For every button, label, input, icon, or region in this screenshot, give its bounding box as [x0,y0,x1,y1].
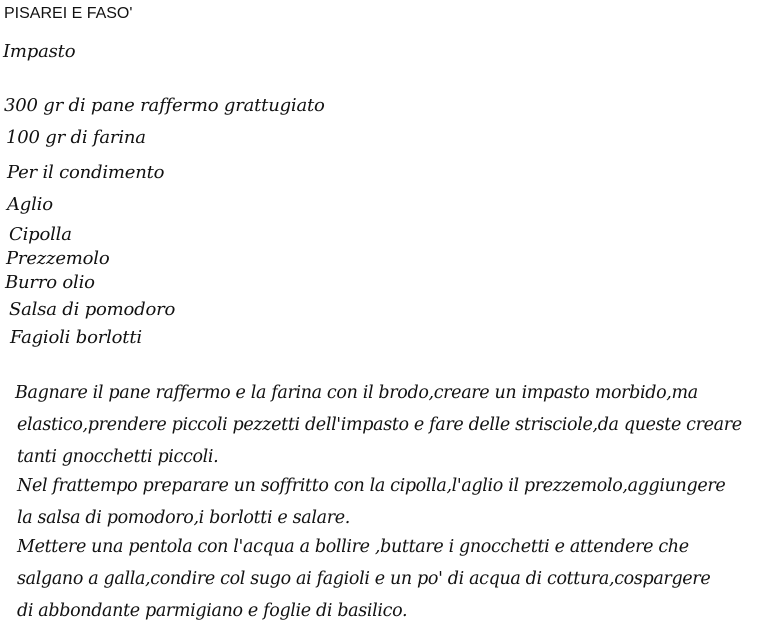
procedure-line-4: Nel frattempo preparare un soffritto con la cipolla,l'aglio il prezzemolo,aggiungere [17,476,726,496]
procedure-line-2: elastico,prendere piccoli pezzetti dell'impasto e fare delle strisciole,da queste creare [17,415,742,435]
condimento-item-4: Burro olio [5,272,95,293]
procedure-line-5: la salsa di pomodoro,i borlotti e salare. [17,508,350,528]
procedure-line-1: Bagnare il pane raffermo e la farina con il brodo,creare un impasto morbido,ma [15,383,698,403]
condimento-item-2: Cipolla [9,224,72,245]
procedure-line-7: salgano a galla,condire col sugo ai fagioli e un po' di acqua di cottura,cospargere [17,569,711,589]
condimento-heading: Per il condimento [7,162,165,183]
impasto-heading: Impasto [3,41,76,62]
condimento-item-1: Aglio [7,194,53,215]
impasto-item-1: 300 gr di pane raffermo grattugiato [4,95,325,116]
impasto-item-2: 100 gr di farina [6,127,146,148]
procedure-line-6: Mettere una pentola con l'acqua a bollire ,buttare i gnocchetti e attendere che [17,537,689,557]
condimento-item-3: Prezzemolo [6,248,110,269]
recipe-title: PISAREI E FASO' [4,5,133,22]
procedure-line-3: tanti gnocchetti piccoli. [17,447,219,467]
condimento-item-5: Salsa di pomodoro [9,299,176,320]
procedure-line-8: di abbondante parmigiano e foglie di basilico. [17,601,408,621]
condimento-item-6: Fagioli borlotti [10,327,142,348]
